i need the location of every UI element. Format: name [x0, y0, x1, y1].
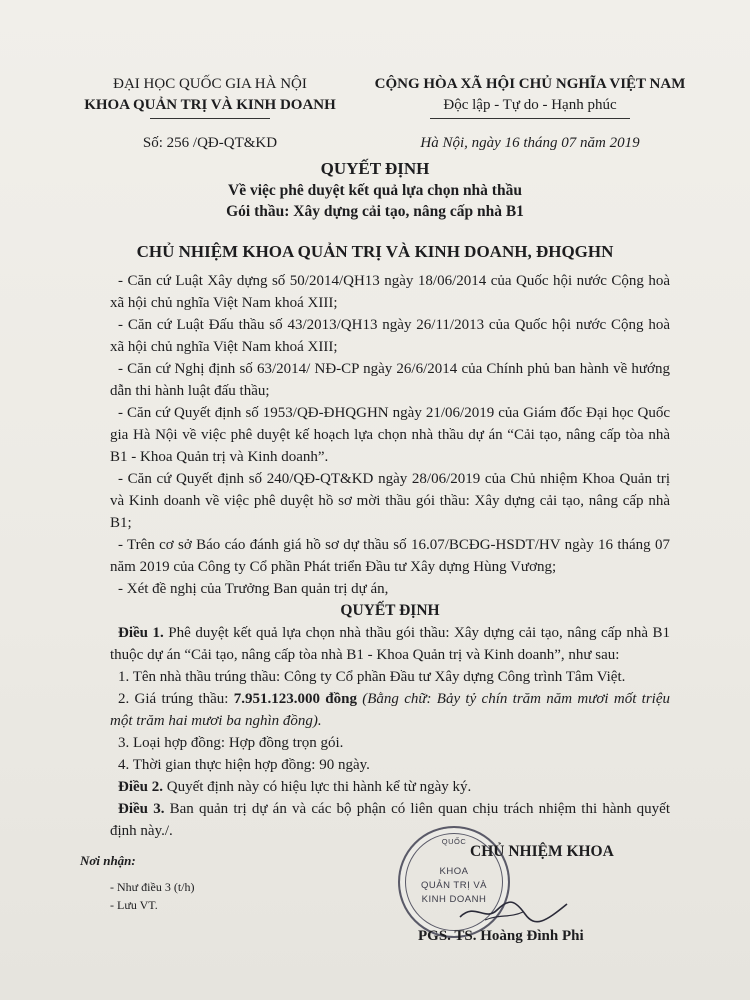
- recipients-heading: Nơi nhận:: [80, 853, 136, 868]
- document-date: Hà Nội, ngày 16 tháng 07 năm 2019: [420, 135, 640, 151]
- faculty-name: KHOA QUẢN TRỊ VÀ KINH DOANH: [84, 97, 336, 113]
- item-2-prefix: 2. Giá trúng thầu:: [118, 691, 234, 707]
- article-3-label: Điều 3.: [118, 801, 165, 817]
- header-left: [80, 74, 340, 154]
- document-number: Số: 256 /QĐ-QT&KD: [142, 135, 278, 151]
- signature-title: CHỦ NHIỆM KHOA: [470, 843, 614, 860]
- article-2: [110, 776, 670, 798]
- issuing-authority: CHỦ NHIỆM KHOA QUẢN TRỊ VÀ KINH DOANH, ĐHQGHN: [136, 242, 614, 261]
- title-line-2: Gói thầu: Xây dựng cải tạo, nâng cấp nhà B1: [226, 203, 524, 220]
- recipient-item: - Lưu VT.: [110, 898, 158, 912]
- university-name: ĐẠI HỌC QUỐC GIA HÀ NỘI: [113, 76, 307, 92]
- contract-price: 7.951.123.000 đồng: [233, 691, 357, 707]
- document-body: [110, 270, 670, 842]
- article-1-label: Điều 1.: [118, 625, 164, 641]
- recipient-item: - Như điều 3 (t/h): [110, 880, 195, 894]
- article-3-text: Ban quản trị dự án và các bộ phận có liên quan chịu trách nhiệm thi hành quyết định này./.: [110, 801, 671, 839]
- stamp-top-text: QUỐC: [441, 837, 467, 846]
- ground-item: - Căn cứ Quyết định số 1953/QĐ-ĐHQGHN ngày 21/06/2019 của Giám đốc Đại học Quốc gia Hà Nội về việc phê duyệt kế hoạch lựa chọn nhà thầu dự án “Cải tạo, nâng cấp tòa nhà B1 - Khoa Quản trị và Kinh doanh”.: [110, 405, 670, 465]
- signer-name: PGS. TS. Hoàng Đình Phi: [418, 928, 584, 944]
- header-left-underline: [150, 118, 270, 119]
- ground-item: - Căn cứ Luật Xây dựng số 50/2014/QH13 ngày 18/06/2014 của Quốc hội nước Cộng hoà xã hội chủ nghĩa Việt Nam khoá XIII;: [110, 273, 670, 311]
- ground-item: - Trên cơ sở Báo cáo đánh giá hồ sơ dự thầu số 16.07/BCĐG-HSDT/HV ngày 16 tháng 07 năm 2019 của Công ty Cổ phần Phát triển Đầu tư Xây dựng Hùng Vương;: [110, 537, 670, 575]
- document-title: QUYẾT ĐỊNH: [320, 159, 430, 178]
- article-2-text: Quyết định này có hiệu lực thi hành kể từ ngày ký.: [163, 779, 472, 795]
- article-2-label: Điều 2.: [118, 779, 163, 795]
- header-right-underline: [430, 118, 630, 119]
- stamp-line-1: KHOA: [439, 866, 469, 877]
- nation-title: CỘNG HÒA XÃ HỘI CHỦ NGHĨA VIỆT NAM: [374, 76, 686, 92]
- title-block: [0, 158, 750, 222]
- article-1-item-1: 1. Tên nhà thầu trúng thầu: Công ty Cổ phần Đầu tư Xây dựng Công trình Tâm Việt.: [118, 669, 626, 685]
- ground-item: - Căn cứ Quyết định số 240/QĐ-QT&KD ngày 28/06/2019 của Chủ nhiệm Khoa Quản trị và Kinh doanh về việc phê duyệt hồ sơ mời thầu gói thầu: Xây dựng cải tạo, nâng cấp nhà B1;: [110, 471, 670, 531]
- price-in-words: (Bằng chữ: Bảy tỷ chín trăm năm mươi mốt triệu một trăm hai mươi ba nghìn đồng).: [110, 691, 670, 729]
- article-1-item-4: 4. Thời gian thực hiện hợp đồng: 90 ngày.: [118, 757, 370, 773]
- stamp-line-3: KINH DOANH: [421, 894, 487, 905]
- ground-item: - Căn cứ Luật Đấu thầu số 43/2013/QH13 ngày 26/11/2013 của Quốc hội nước Cộng hoà xã hội chủ nghĩa Việt Nam khoá XIII;: [110, 317, 670, 355]
- handwritten-signature: [455, 892, 575, 932]
- article-1-text: Phê duyệt kết quả lựa chọn nhà thầu gói thầu: Xây dựng cải tạo, nâng cấp nhà B1 thuộc dự án “Cải tạo, nâng cấp tòa nhà B1 - Khoa Quản trị và Kinh doanh”, như sau:: [110, 625, 670, 663]
- article-3: [110, 798, 670, 842]
- article-1-item-3: 3. Loại hợp đồng: Hợp đồng trọn gói.: [118, 735, 344, 751]
- decision-heading: QUYẾT ĐỊNH: [340, 602, 440, 619]
- article-1: [110, 622, 670, 776]
- national-motto: Độc lập - Tự do - Hạnh phúc: [443, 97, 617, 113]
- title-line-1: Về việc phê duyệt kết quả lựa chọn nhà thầu: [228, 182, 522, 199]
- header-right: [360, 74, 700, 154]
- article-1-item-2: [110, 688, 670, 732]
- ground-item: - Xét đề nghị của Trưởng Ban quản trị dự án,: [118, 581, 389, 597]
- ground-item: - Căn cứ Nghị định số 63/2014/ NĐ-CP ngày 26/6/2014 của Chính phủ ban hành về hướng dẫn thi hành luật đấu thầu;: [110, 361, 670, 399]
- stamp-line-2: QUẢN TRỊ VÀ: [420, 880, 488, 891]
- recipients: [80, 852, 195, 914]
